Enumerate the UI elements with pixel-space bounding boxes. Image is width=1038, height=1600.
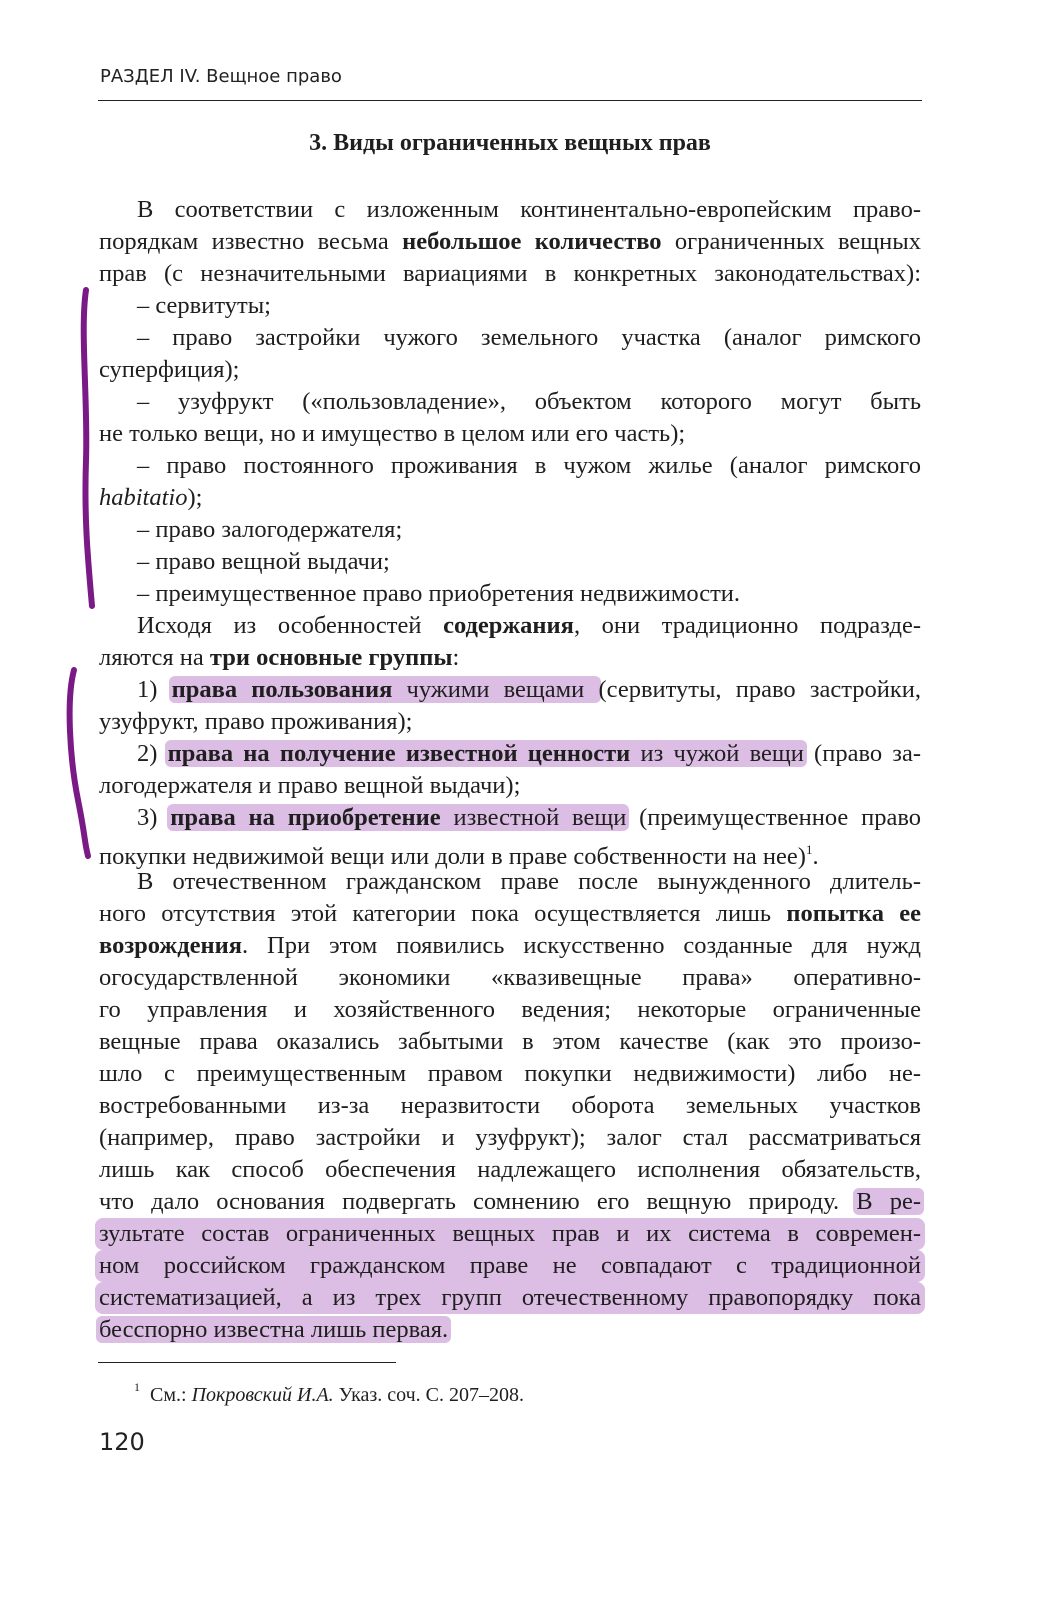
text-line: логодержателя и правo вещной выдачи); bbox=[99, 772, 521, 799]
text-line: шло с преимущественным правом покупки недвижимости) либо не- bbox=[99, 1060, 921, 1087]
text-line: habitatio); bbox=[99, 484, 203, 511]
italic-term: habitatio bbox=[99, 484, 188, 511]
highlighted-line: систематизацией, а из трех групп отечественному правопорядку пока bbox=[95, 1282, 925, 1314]
text-line: вещные права оказались забытыми в этом качестве (как это произо- bbox=[99, 1028, 921, 1055]
footnote: $^1$ См.: Покровский И.А. Указ. соч. С. 207–208. bbox=[134, 1380, 525, 1406]
text-line: ляются на три основные группы: bbox=[99, 644, 460, 671]
highlighted-line: зультате состав ограниченных вещных прав и их система в современ- bbox=[95, 1218, 925, 1250]
group-item-1: 1) права пользования чужими вещами (сервитуты, право застройки, bbox=[137, 676, 921, 703]
bold-phrase: содержания bbox=[443, 612, 574, 639]
text-line: В соответствии с изложенным континентально-европейским право- bbox=[137, 196, 921, 223]
section-title: 3. Виды ограниченных вещных прав bbox=[309, 130, 711, 156]
list-item: – преимущественное право приобретения недвижимости. bbox=[137, 580, 741, 607]
group-item-3: 3) права на приобретение известной вещи (преимущественное право bbox=[137, 804, 921, 831]
text-line: покупки недвижимой вещи или доли в праве собственности на нее)$^1$. bbox=[99, 842, 819, 870]
list-item: – право вещной выдачи; bbox=[137, 548, 390, 575]
highlight-mark: права на получение известной ценности из чужой вещи bbox=[165, 740, 807, 767]
page-number: 120 bbox=[99, 1428, 145, 1456]
pen-bracket-groups bbox=[70, 670, 88, 856]
running-head: РАЗДЕЛ IV. Вещное право bbox=[100, 66, 342, 87]
text-line: лишь как способ обеспечения надлежащего исполнения обязательств, bbox=[99, 1156, 921, 1183]
highlight-mark: В ре- bbox=[853, 1188, 924, 1215]
pen-bracket-list bbox=[84, 290, 92, 606]
footnote-ref[interactable]: 1 bbox=[805, 842, 813, 857]
text-line: не только вещи, но и имущество в целом или его часть); bbox=[99, 420, 686, 447]
text-line: В отечественном гражданском праве после вынужденного длитель- bbox=[137, 868, 921, 895]
text-line: востребованными из-за неразвитости оборота земельных участков bbox=[99, 1092, 921, 1119]
text-line: огосударствленной экономики «квазивещные права» оперативно- bbox=[99, 964, 921, 991]
header-rule bbox=[98, 100, 922, 101]
text-line: узуфрукт, право проживания); bbox=[99, 708, 413, 735]
text-line: ного отсутствия этой категории пока осуществляется лишь попытка ее bbox=[99, 900, 921, 927]
highlighted-line: бесспорно известна лишь первая. bbox=[99, 1314, 921, 1346]
list-item: – сервитуты; bbox=[137, 292, 271, 319]
list-item: – право постоянного проживания в чужом жилье (аналог римского bbox=[137, 452, 921, 479]
text-line: что дало основания подвергать сомнению его вещную природу. В ре- bbox=[99, 1186, 921, 1218]
bold-phrase: три основные группы bbox=[209, 644, 453, 671]
footnote-rule bbox=[98, 1362, 396, 1363]
highlighted-line: ном российском гражданском праве не совпадают с традиционной bbox=[95, 1250, 925, 1282]
text-line: го управления и хозяйственного ведения; некоторые ограниченные bbox=[99, 996, 921, 1023]
list-item: – право застройки чужого земельного участка (аналог римского bbox=[137, 324, 921, 351]
text-line: (например, право застройки и узуфрукт); залог стал рассматриваться bbox=[99, 1124, 921, 1151]
bold-phrase: небольшое количество bbox=[402, 228, 662, 255]
text-line: возрождения. При этом появились искусственно созданные для нужд bbox=[99, 932, 921, 959]
text-line: порядкам известно весьма небольшое количество ограниченных вещных bbox=[99, 228, 921, 255]
bold-phrase: возрождения bbox=[99, 932, 242, 959]
group-item-2: 2) права на получение известной ценности из чужой вещи (право за- bbox=[137, 740, 921, 767]
list-item: – узуфрукт («пользовладение», объектом которого могут быть bbox=[137, 388, 921, 415]
text-line: прав (с незначительными вариациями в конкретных законодательствах): bbox=[99, 260, 921, 287]
text-line: Исходя из особенностей содержания, они традиционно подразде- bbox=[137, 612, 921, 639]
text-line: суперфиция); bbox=[99, 356, 240, 383]
bold-phrase: попытка ее bbox=[786, 900, 921, 927]
highlight-mark: права на приобретение известной вещи bbox=[167, 804, 629, 831]
list-item: – право залогодержателя; bbox=[137, 516, 403, 543]
highlight-mark: права пользования чужими вещами bbox=[169, 676, 602, 703]
